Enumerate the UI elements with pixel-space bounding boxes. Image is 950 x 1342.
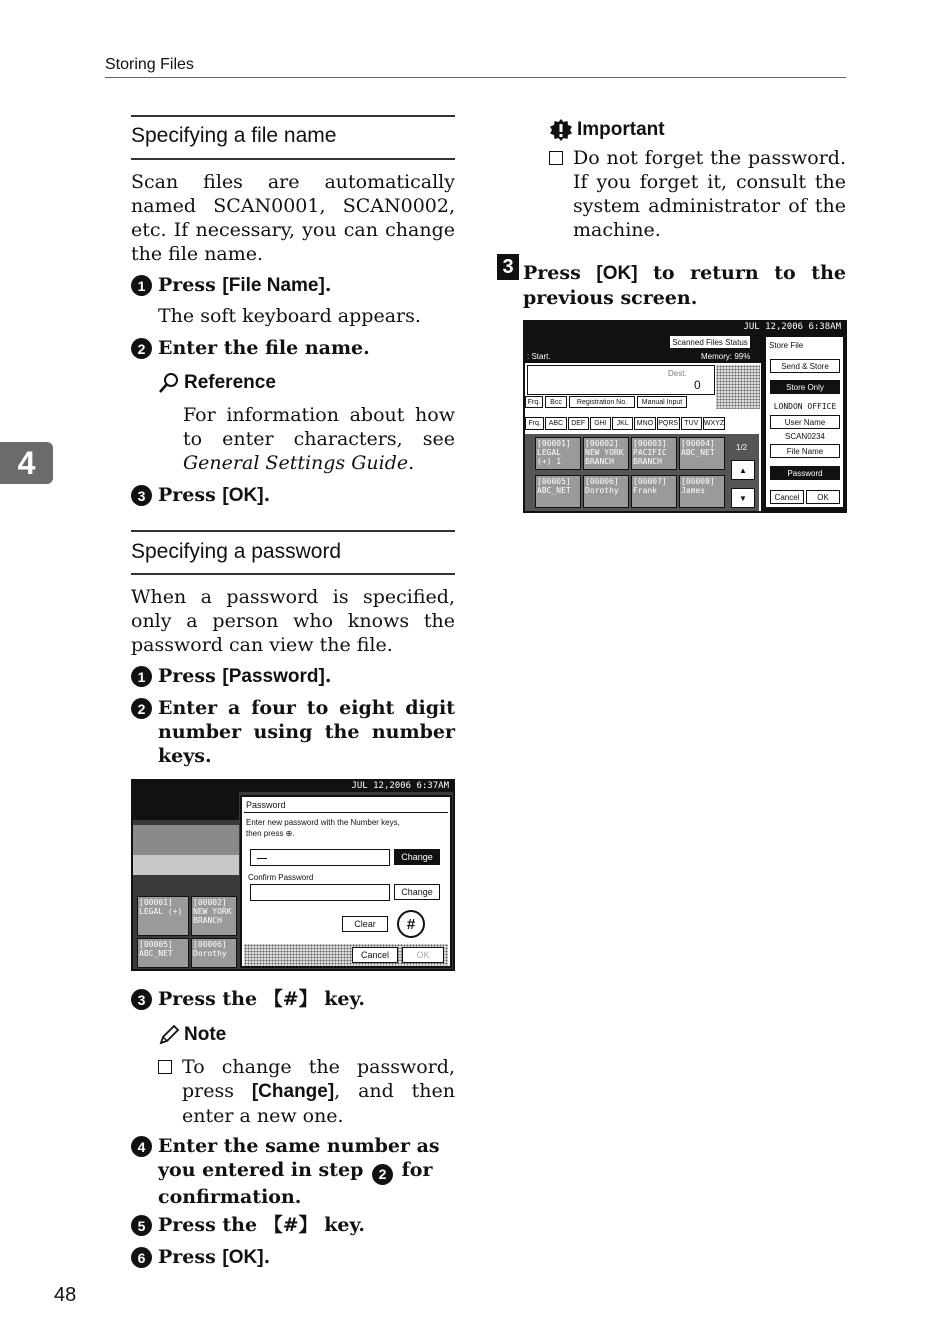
file-name-button[interactable]: File Name: [770, 444, 840, 458]
address-cell[interactable]: [00003] PACIFIC BRANCH: [631, 437, 677, 470]
address-cell[interactable]: [00007] Frank: [631, 475, 677, 508]
dialog-title: Password: [246, 800, 286, 810]
section-rule: [131, 530, 455, 532]
password-button[interactable]: Password: [770, 466, 840, 480]
clock: JUL 12,2006 6:37AM: [133, 781, 453, 792]
panel-title: Store File: [769, 341, 804, 350]
checkbox-bullet-icon: [158, 1060, 172, 1074]
password-step-3: 3 Press the 【#】 key.: [131, 987, 455, 1011]
index-key[interactable]: DEF: [568, 417, 589, 430]
index-key[interactable]: JKL: [612, 417, 633, 430]
section-rule: [131, 573, 455, 575]
step-number: 1: [131, 275, 152, 296]
section-title-password: Specifying a password: [131, 540, 342, 563]
key-label: [File Name]: [222, 275, 325, 296]
index-key[interactable]: PQRS: [657, 417, 680, 430]
index-key[interactable]: Frq.: [525, 417, 544, 430]
return-step: Press [OK] to return to the previous screen.: [523, 262, 846, 309]
password-dialog: [240, 795, 452, 968]
tab-manual-input[interactable]: Manual Input: [637, 396, 687, 408]
step-number: 3: [131, 989, 152, 1010]
index-key[interactable]: WXYZ: [703, 417, 725, 430]
address-cell[interactable]: [00001] LEGAL (+) 1: [535, 437, 581, 470]
reference-text: For information about how to enter characters, see General Settings Guide.: [183, 404, 455, 474]
important-item: Do not forget the password. If you forget it, consult the system administrator of the machine.: [549, 146, 846, 242]
step-number: 4: [131, 1136, 152, 1157]
address-cell[interactable]: [00005] ABC_NET: [535, 475, 581, 508]
note-item: To change the password, press [Change], and then enter a new one.: [158, 1055, 455, 1128]
tab-registration[interactable]: Registration No.: [569, 396, 635, 408]
store-only-button[interactable]: Store Only: [770, 380, 840, 394]
user-name-button[interactable]: User Name: [770, 415, 840, 429]
bg-cell: [00005] ABC_NET: [137, 938, 189, 968]
book-title: General Settings Guide: [183, 452, 409, 474]
scroll-up-button[interactable]: ▲: [731, 460, 755, 480]
scanned-files-status-button[interactable]: Scanned Files Status: [669, 335, 751, 349]
index-key[interactable]: TUV: [681, 417, 702, 430]
note-callout: Note: [158, 1024, 226, 1046]
important-callout: Important: [549, 118, 665, 142]
instruction: Enter new password with the Number keys,: [246, 818, 400, 827]
store-file-panel: [765, 336, 844, 508]
start-label: : Start.: [527, 352, 551, 361]
instruction: then press ⊕.: [246, 829, 295, 838]
file-name-value: SCAN0234: [784, 432, 826, 441]
hash-key-icon: [396, 909, 426, 939]
file-name-intro: Scan files are automatically named SCAN0001, SCAN0002, etc. If necessary, you can change the file name.: [131, 171, 455, 265]
password-step-2: 2 Enter a four to eight digit number using the number keys.: [131, 696, 455, 768]
store-file-screenshot: [523, 320, 847, 513]
file-name-step-1: 1 Press [File Name].: [131, 273, 455, 298]
svg-text:#: #: [406, 916, 416, 933]
section-rule: [131, 158, 455, 160]
change-button[interactable]: Change: [394, 849, 440, 865]
tab-frequent[interactable]: Frq.: [525, 396, 543, 408]
bg-cell: [00001] LEGAL (+): [137, 896, 189, 936]
tab-bcc[interactable]: Bcc: [545, 396, 567, 408]
file-name-step-2: 2 Enter the file name.: [131, 336, 455, 360]
password-field[interactable]: [250, 849, 390, 866]
confirm-password-field[interactable]: [250, 884, 390, 901]
step-number: 3: [131, 485, 152, 506]
password-step-1: 1 Press [Password].: [131, 664, 455, 689]
change-button[interactable]: Change: [394, 884, 440, 900]
user-name-value: LONDON OFFICE: [773, 402, 837, 411]
ok-button[interactable]: OK: [806, 490, 840, 504]
memory-label: Memory: 99%: [701, 352, 751, 361]
password-step-6: 6 Press [OK].: [131, 1245, 455, 1270]
clear-button[interactable]: Clear: [342, 916, 388, 932]
password-step-5: 5 Press the 【#】 key.: [131, 1213, 455, 1237]
index-key[interactable]: GHI: [590, 417, 611, 430]
address-cell[interactable]: [00008] James: [679, 475, 725, 508]
bg-cell: [00006] Dorothy: [191, 938, 237, 968]
page-indicator: 1/2: [736, 443, 748, 452]
scroll-down-button[interactable]: ▼: [731, 488, 755, 508]
important-icon: [549, 118, 573, 142]
step-number: 5: [131, 1215, 152, 1236]
clock: JUL 12,2006 6:38AM: [525, 322, 845, 333]
address-cell[interactable]: [00006] Dorothy: [583, 475, 629, 508]
step-number: 2: [131, 698, 152, 719]
pencil-icon: [158, 1024, 180, 1046]
section-title-file-name: Specifying a file name: [131, 124, 337, 147]
running-header: Storing Files: [105, 56, 194, 73]
index-key[interactable]: MNO: [634, 417, 655, 430]
header-rule: [105, 77, 846, 78]
cancel-button[interactable]: Cancel: [770, 490, 804, 504]
address-cell[interactable]: [00004] ABC_NET: [679, 437, 725, 470]
reference-callout: Reference: [158, 372, 276, 394]
send-store-button[interactable]: Send & Store: [770, 359, 840, 373]
step-number-large: 3: [497, 254, 519, 280]
destination-field: Dest. 0: [527, 365, 715, 395]
step-number: 6: [131, 1247, 152, 1268]
magnifier-icon: [158, 372, 180, 394]
step-reference: 2: [372, 1164, 393, 1185]
bg-cell: [00002] NEW YORK BRANCH: [191, 896, 237, 936]
page-number: 48: [54, 1284, 77, 1306]
password-intro: When a password is specified, only a person who knows the password can view the file.: [131, 586, 455, 656]
password-step-4: 4 Enter the same number as you entered in step 2 for confirmation.: [131, 1134, 455, 1209]
step-result: The soft keyboard appears.: [158, 305, 421, 327]
index-key[interactable]: ABC: [545, 417, 566, 430]
cancel-button[interactable]: Cancel: [352, 947, 398, 963]
step-number: 2: [131, 338, 152, 359]
chapter-tab: 4: [0, 442, 53, 484]
password-screenshot: [131, 779, 455, 971]
file-name-step-3: 3 Press [OK].: [131, 483, 455, 508]
address-cell[interactable]: [00002] NEW YORK BRANCH: [583, 437, 629, 470]
checkbox-bullet-icon: [549, 151, 563, 165]
step-number: 1: [131, 666, 152, 687]
section-rule: [131, 115, 455, 117]
confirm-label: Confirm Password: [248, 873, 314, 882]
ok-button[interactable]: OK: [402, 947, 444, 963]
